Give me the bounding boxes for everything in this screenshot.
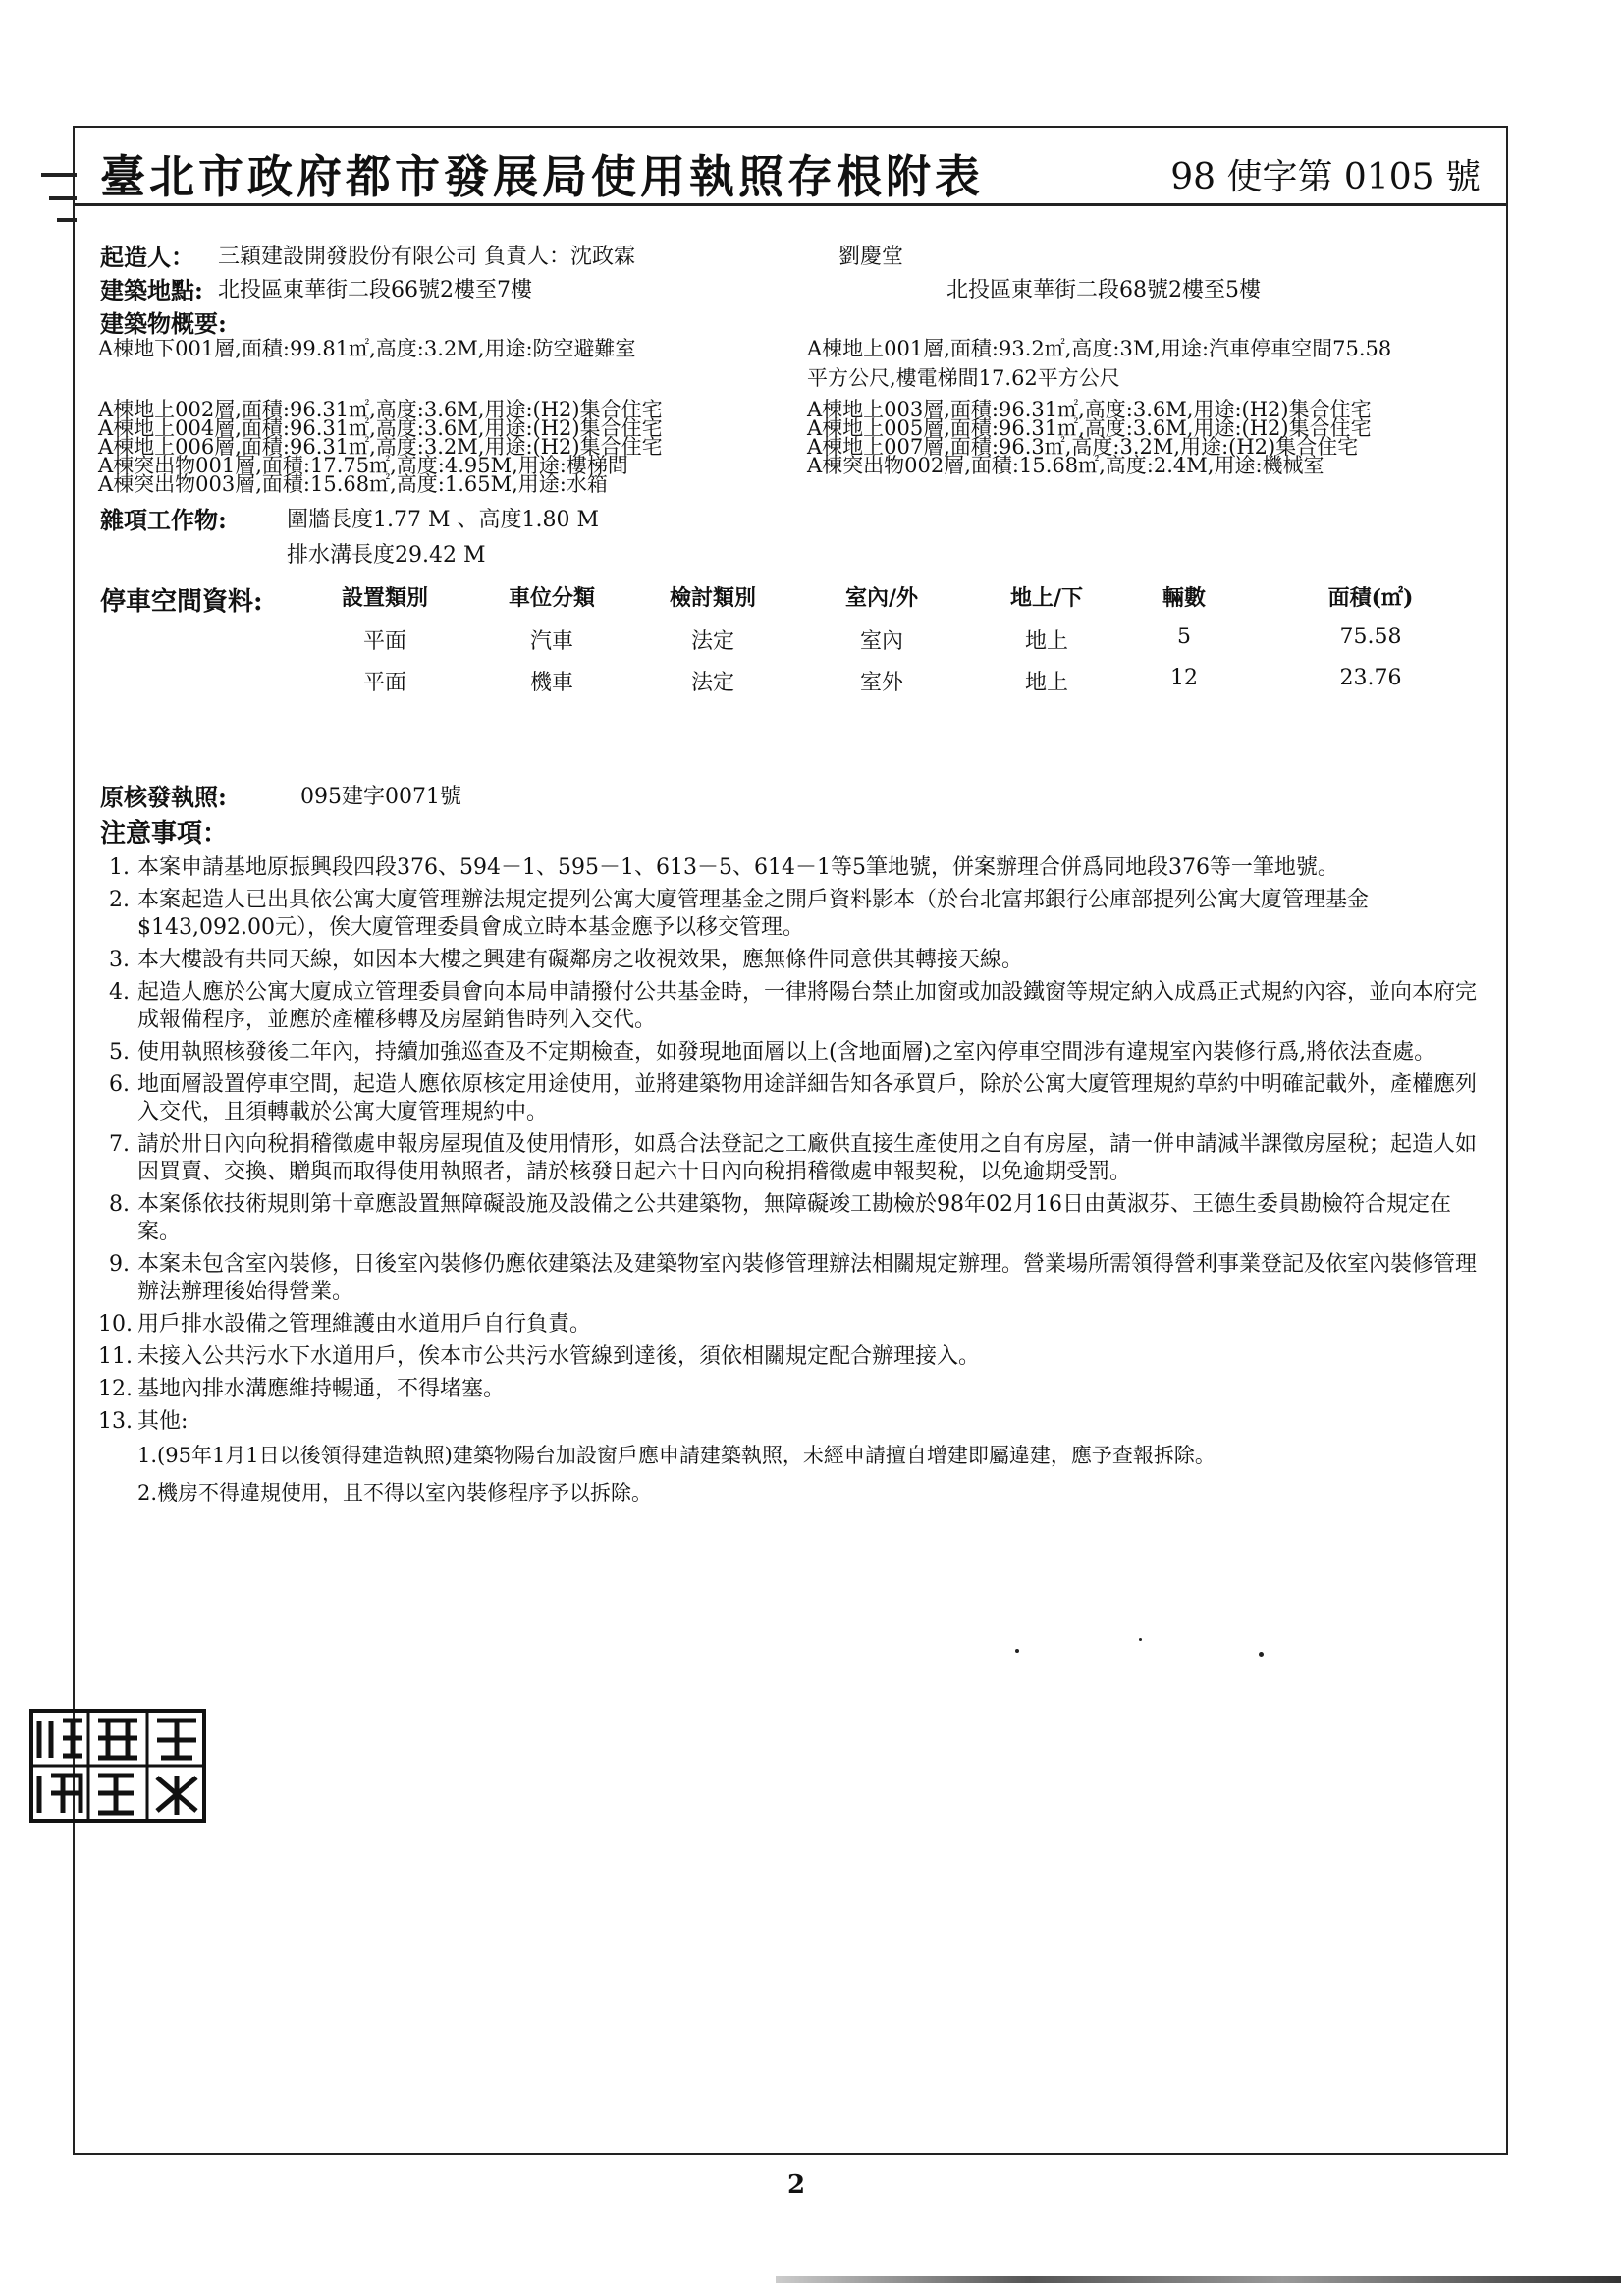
- original-permit-value: 095建字0071號: [300, 785, 461, 809]
- overview-label: 建築物概要:: [100, 309, 227, 338]
- parking-cell: 23.76: [1339, 666, 1402, 690]
- note-text: 本案申請基地原振興段四段376、594－1、595－1、613－5、614－1等5筆地號，併案辦理合併爲同地段376等一筆地號。: [137, 855, 1339, 880]
- note-number: 4.: [109, 980, 130, 1005]
- official-seal: [29, 1709, 206, 1823]
- parking-header: 設置類別: [341, 585, 428, 611]
- parking-cell: 室外: [859, 671, 903, 695]
- applicant-company: 三穎建設開發股份有限公司 負責人：沈政霖: [218, 245, 635, 269]
- document-number: 98 使字第 0105 號: [1170, 157, 1481, 197]
- overview-right-floor: A棟地上005層,面積:96.31㎡,高度:3.6M,用途:(H2)集合住宅: [807, 416, 1372, 440]
- overview-right-floor: A棟地上001層,面積:93.2㎡,高度:3M,用途:汽車停車空間75.58: [807, 337, 1392, 360]
- note-text: 使用執照核發後二年內，持續加強巡查及不定期檢查，如發現地面層以上(含地面層)之室內停車空間涉有違規室內裝修行爲,將依法查處。: [137, 1040, 1436, 1065]
- notes-label: 注意事項：: [100, 819, 229, 848]
- note-text: 本大樓設有共同天線，如因本大樓之興建有礙鄰房之收視效果，應無條件同意供其轉接天線。: [137, 948, 1024, 972]
- misc-works-label: 雜項工作物:: [100, 506, 227, 534]
- notes-list: [98, 854, 1483, 1506]
- scan-artifact: [776, 2276, 1621, 2283]
- note-number: 2.: [109, 888, 130, 912]
- misc-works-line-2: 排水溝長度29.42 M: [287, 543, 486, 568]
- note-item: [98, 1071, 1483, 1126]
- document-title: 臺北市政府都市發展局使用執照存根附表: [100, 150, 984, 203]
- title-row: [75, 128, 1506, 206]
- parking-cell: 平面: [362, 671, 406, 695]
- parking-cell: 5: [1177, 625, 1191, 649]
- seal-stamp-graphic: [29, 1709, 206, 1823]
- parking-header: 輛數: [1162, 585, 1206, 611]
- scan-speck: [1015, 1649, 1019, 1653]
- note-item: [98, 1311, 1483, 1339]
- other-note-2: 2.機房不得違規使用，且不得以室內裝修程序予以拆除。: [137, 1481, 653, 1504]
- note-text: 本案起造人已出具依公寓大廈管理辦法規定提列公寓大廈管理基金之開戶資料影本（於台北富邦銀行公庫部提列公寓大廈管理基金$143,092.00元），俟大廈管理委員會成立時本基金應予以移交管理。: [137, 888, 1370, 940]
- site-label: 建築地點:: [100, 276, 203, 304]
- parking-cell: 室內: [859, 629, 903, 654]
- note-item: [98, 1251, 1483, 1306]
- note-text: 本案未包含室內裝修，日後室內裝修仍應依建築法及建築物室內裝修管理辦法相關規定辦理。營業場所需領得營利事業登記及依室內裝修管理辦法辦理後始得營業。: [137, 1252, 1478, 1304]
- overview-right-floor: A棟地上003層,面積:96.31㎡,高度:3.6M,用途:(H2)集合住宅: [807, 398, 1372, 421]
- note-item: [98, 887, 1483, 942]
- note-text: 未接入公共污水下水道用戶，俟本市公共污水管線到達後，須依相關規定配合辦理接入。: [137, 1344, 981, 1369]
- note-item: [98, 854, 1483, 882]
- site-address-2: 北投區東華街二段68號2樓至5樓: [946, 278, 1261, 302]
- other-note-1: 1.(95年1月1日以後領得建造執照)建築物陽台加設窗戶應申請建築執照，未經申請擅自增建即屬違建，應予查報拆除。: [137, 1444, 1216, 1467]
- parking-label: 停車空間資料:: [100, 587, 263, 617]
- note-number: 12.: [98, 1377, 133, 1401]
- parking-cell: 12: [1170, 666, 1198, 690]
- overview-left-floor: A棟突出物003層,面積:15.68㎡,高度:1.65M,用途:水箱: [98, 472, 608, 496]
- parking-header: 室內/外: [844, 585, 919, 611]
- parking-cell: 75.58: [1339, 625, 1402, 649]
- note-item: [98, 947, 1483, 974]
- document-frame: [73, 126, 1508, 2155]
- parking-cell: 法定: [690, 629, 734, 654]
- note-number: 11.: [98, 1344, 133, 1369]
- overview-left-floor: A棟地下001層,面積:99.81㎡,高度:3.2M,用途:防空避難室: [98, 337, 636, 360]
- note-number: 10.: [98, 1312, 133, 1337]
- note-number: 7.: [109, 1132, 130, 1157]
- note-text: 起造人應於公寓大廈成立管理委員會向本局申請撥付公共基金時，一律將陽台禁止加窗或加設鐵窗等規定納入成爲正式規約內容，並向本府完成報備程序，並應於產權移轉及房屋銷售時列入交代。: [137, 980, 1478, 1032]
- parking-cell: 汽車: [529, 629, 573, 654]
- parking-header: 車位分類: [508, 585, 595, 611]
- scan-speck: [1139, 1638, 1142, 1641]
- applicant-second-person: 劉慶堂: [838, 245, 904, 269]
- parking-header: 地上/下: [1009, 585, 1084, 611]
- note-number: 8.: [109, 1192, 130, 1217]
- parking-cell: 地上: [1024, 629, 1068, 654]
- note-text: 其他:: [137, 1409, 189, 1434]
- applicant-label: 起造人：: [100, 243, 194, 271]
- note-number: 13.: [98, 1409, 133, 1434]
- note-item: [98, 1039, 1483, 1066]
- misc-works-line-1: 圍牆長度1.77 M 、高度1.80 M: [287, 508, 600, 532]
- note-number: 5.: [109, 1040, 130, 1065]
- note-number: 3.: [109, 948, 130, 972]
- note-item: [98, 1376, 1483, 1403]
- note-text: 本案係依技術規則第十章應設置無障礙設施及設備之公共建築物，無障礙竣工勘檢於98年02月16日由黃淑芬、王德生委員勘檢符合規定在案。: [137, 1192, 1451, 1244]
- note-text: 用戶排水設備之管理維護由水道用戶自行負責。: [137, 1312, 592, 1337]
- parking-cell: 機車: [529, 671, 573, 695]
- original-permit-label: 原核發執照:: [100, 783, 227, 811]
- overview-left-floor: A棟地上004層,面積:96.31㎡,高度:3.6M,用途:(H2)集合住宅: [98, 416, 663, 440]
- overview-left-floor: A棟突出物001層,面積:17.75㎡,高度:4.95M,用途:樓梯間: [98, 454, 628, 477]
- note-number: 6.: [109, 1072, 130, 1097]
- parking-header: 面積(㎡): [1327, 585, 1414, 611]
- note-item: [98, 1343, 1483, 1371]
- parking-cell: 平面: [362, 629, 406, 654]
- overview-right-floor: A棟地上007層,面積:96.3㎡,高度:3.2M,用途:(H2)集合住宅: [807, 435, 1359, 459]
- note-number: 9.: [109, 1252, 130, 1277]
- parking-header: 檢討類別: [669, 585, 756, 611]
- note-number: 1.: [109, 855, 130, 880]
- scan-speck: [1259, 1652, 1264, 1657]
- overview-left-floor: A棟地上006層,面積:96.31㎡,高度:3.2M,用途:(H2)集合住宅: [98, 435, 663, 459]
- margin-mark: [41, 173, 77, 177]
- overview-right-floor: A棟突出物002層,面積:15.68㎡,高度:2.4M,用途:機械室: [807, 454, 1324, 477]
- note-text: 基地內排水溝應維持暢通，不得堵塞。: [137, 1377, 506, 1401]
- note-item: [98, 979, 1483, 1034]
- site-address-1: 北投區東華街二段66號2樓至7樓: [218, 278, 532, 302]
- note-item: [98, 1408, 1483, 1436]
- note-item: [98, 1191, 1483, 1246]
- note-text: 地面層設置停車空間，起造人應依原核定用途使用，並將建築物用途詳細告知各承買戶，除於公寓大廈管理規約草約中明確記載外，產權應列入交代，且須轉載於公寓大廈管理規約中。: [137, 1072, 1478, 1124]
- overview-left-floor: A棟地上002層,面積:96.31㎡,高度:3.6M,用途:(H2)集合住宅: [98, 398, 663, 421]
- overview-right-floor: 平方公尺,樓電梯間17.62平方公尺: [807, 366, 1120, 390]
- parking-cell: 法定: [690, 671, 734, 695]
- parking-cell: 地上: [1024, 671, 1068, 695]
- note-item: [98, 1131, 1483, 1186]
- note-text: 請於卅日內向稅捐稽徵處申報房屋現值及使用情形，如爲合法登記之工廠供直接生產使用之自有房屋，請一併申請減半課徵房屋稅；起造人如因買賣、交換、贈與而取得使用執照者，請於核發日起六十日內向稅捐稽徵處申報契稅，以免逾期受罰。: [137, 1132, 1478, 1184]
- page-number: 2: [787, 2170, 806, 2200]
